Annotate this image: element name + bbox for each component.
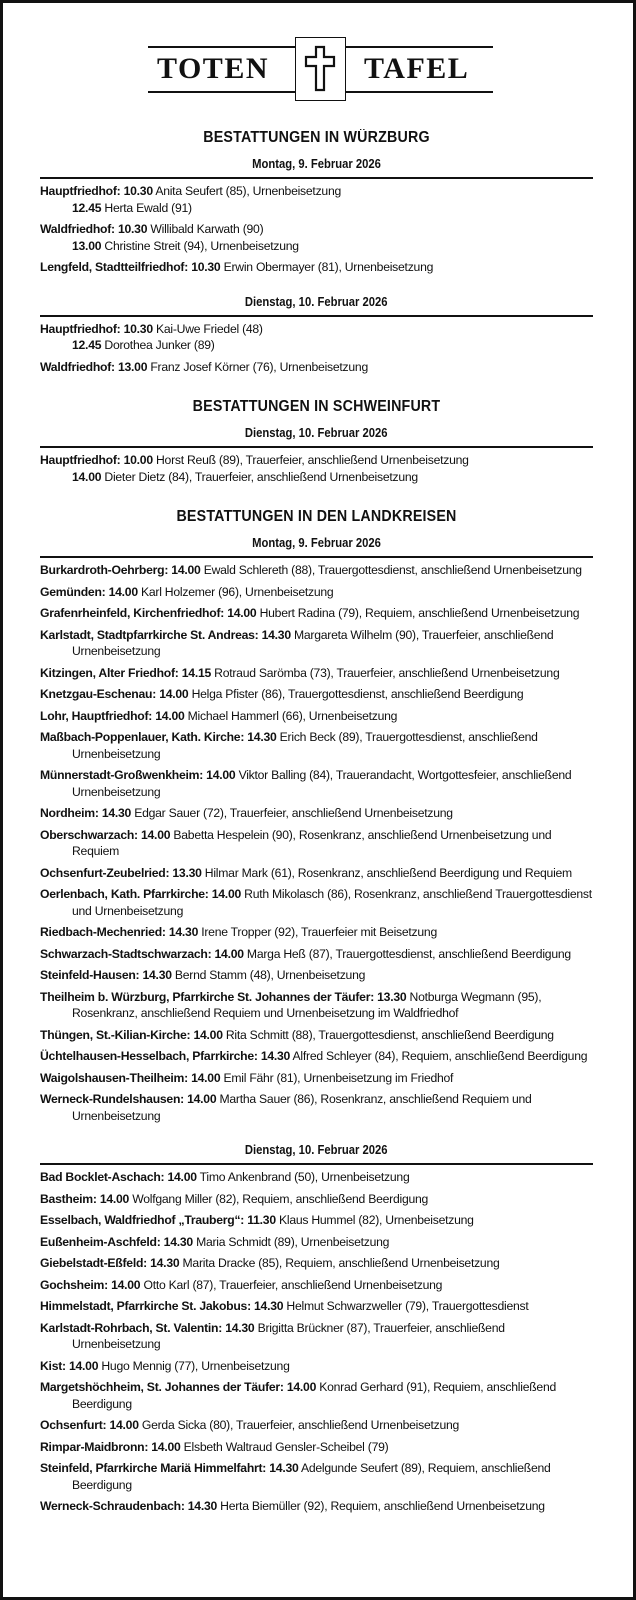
entry-time: 14.30	[269, 1461, 299, 1475]
entry-details: Edgar Sauer (72), Trauerfeier, anschließend Urnenbeisetzung	[134, 806, 453, 820]
entry-location: Werneck-Schraudenbach:	[40, 1499, 185, 1513]
list-item	[40, 562, 593, 579]
date-heading-text: Montag, 9. Februar 2026	[252, 536, 381, 550]
entry-location: Gochsheim:	[40, 1277, 108, 1292]
entry-details: Elsbeth Waltraud Gensler-Scheibel (79)	[183, 1439, 389, 1454]
entry-location: Knetzgau-Eschenau:	[40, 687, 157, 701]
entry-location: Steinfeld, Pfarrkirche Mariä Himmelfahrt:	[40, 1461, 267, 1475]
list-item	[40, 767, 593, 800]
entry-time: 14.00	[151, 1439, 181, 1454]
list-item	[40, 1298, 593, 1315]
list-item	[40, 1498, 593, 1515]
entry-time: 14.00	[167, 1170, 197, 1184]
entry-location: Schwarzach-Stadtschwarzach:	[40, 946, 212, 961]
entry-details: Viktor Balling (84), Trauerandacht, Wortgottesfeier, anschließend Urnenbeisetzung	[72, 768, 572, 799]
entry-time: 14.30	[163, 1234, 193, 1249]
logo-rule-bottom-right	[346, 91, 493, 93]
list-item	[40, 1439, 593, 1456]
entry-additional	[72, 469, 593, 486]
entry-list	[40, 321, 593, 376]
entry-time: 14.30	[254, 1299, 284, 1313]
entry-location: Hauptfriedhof:	[40, 184, 121, 198]
entry-location: Nordheim:	[40, 806, 99, 820]
entry-details: Marga Heß (87), Trauergottesdienst, anschließend Beerdigung	[246, 946, 571, 961]
list-item	[40, 1169, 593, 1186]
entry-location: Ochsenfurt-Zeubelried:	[40, 865, 170, 880]
entry-location: Hauptfriedhof:	[40, 453, 121, 467]
entry-details: Rita Schmitt (88), Trauergottesdienst, anschließend Beerdigung	[225, 1027, 554, 1042]
entry-time: 14.00	[111, 1277, 141, 1292]
entry-location: Ochsenfurt:	[40, 1418, 107, 1432]
list-item	[40, 729, 593, 762]
entry-details: Kai-Uwe Friedel (48)	[155, 321, 263, 336]
entry-time: 10.00	[123, 453, 153, 467]
entry-time: 13.30	[172, 865, 202, 880]
entry-list	[40, 1169, 593, 1515]
entry-details: Helga Pfister (86), Trauergottesdienst, anschließend Beerdigung	[191, 687, 524, 701]
entry-details: Horst Reuß (89), Trauerfeier, anschließend Urnenbeisetzung	[155, 453, 469, 467]
entry-details: Otto Karl (87), Trauerfeier, anschließend Urnenbeisetzung	[143, 1277, 443, 1292]
date-heading-text: Dienstag, 10. Februar 2026	[245, 426, 388, 440]
list-item	[40, 827, 593, 860]
entry-time: 14.00	[159, 687, 189, 701]
logo-rule-top-right	[346, 46, 493, 48]
entry-details: Adelgunde Seufert (89), Requiem, anschließend Beerdigung	[72, 1461, 551, 1492]
list-item	[40, 967, 593, 984]
entry-details: Helmut Schwarzweller (79), Trauergottesdienst	[286, 1299, 529, 1313]
list-item	[40, 221, 593, 254]
entry-location: Thüngen, St.-Kilian-Kirche:	[40, 1027, 191, 1042]
list-item	[40, 359, 593, 376]
entry-location: Gemünden:	[40, 584, 106, 599]
list-item	[40, 708, 593, 725]
entry-details: Dieter Dietz (84), Trauerfeier, anschließend Urnenbeisetzung	[104, 469, 418, 484]
entry-time: 10.30	[117, 222, 148, 236]
entry-time: 14.00	[227, 606, 257, 620]
entry-time: 14.00	[68, 1358, 99, 1373]
entry-location: Theilheim b. Würzburg, Pfarrkirche St. Johannes der Täufer:	[40, 989, 375, 1004]
entry-location: Bastheim:	[40, 1191, 97, 1206]
list-item	[40, 452, 593, 485]
entry-location: Lengfeld, Stadtteilfriedhof:	[40, 260, 189, 274]
date-heading	[40, 424, 593, 448]
entry-location: Grafenrheinfeld, Kirchenfriedhof:	[40, 606, 225, 620]
entry-details: Marita Dracke (85), Requiem, anschließend Urnenbeisetzung	[182, 1256, 500, 1270]
entry-time: 14.30	[225, 1320, 255, 1335]
list-item	[40, 1460, 593, 1493]
date-heading-text: Dienstag, 10. Februar 2026	[245, 1143, 388, 1157]
entry-details: Timo Ankenbrand (50), Urnenbeisetzung	[199, 1170, 410, 1184]
list-item	[40, 1234, 593, 1251]
entry-time: 14.00	[171, 563, 201, 577]
section-spacer	[40, 380, 593, 396]
entry-time: 14.30	[168, 925, 199, 939]
entry-details: Maria Schmidt (89), Urnenbeisetzung	[196, 1234, 390, 1249]
entry-location: Bad Bocklet-Aschach:	[40, 1170, 165, 1184]
entry-location: Steinfeld-Hausen:	[40, 968, 140, 982]
entry-time: 14.15	[181, 665, 212, 680]
date-spacer	[40, 281, 593, 287]
entry-details: Klaus Hummel (82), Urnenbeisetzung	[278, 1213, 474, 1227]
entry-time: 14.00	[99, 1191, 130, 1206]
date-spacer	[40, 1129, 593, 1135]
list-item	[40, 924, 593, 941]
list-item	[40, 321, 593, 354]
list-item	[40, 1027, 593, 1044]
entry-time: 14.30	[187, 1499, 218, 1513]
entry-time: 12.45	[72, 338, 102, 352]
entry-details: Erich Beck (89), Trauergottesdienst, anschließend Urnenbeisetzung	[72, 730, 538, 761]
entry-details: Herta Ewald (91)	[104, 200, 192, 215]
entry-details: Alfred Schleyer (84), Requiem, anschließend Beerdigung	[292, 1049, 588, 1063]
entry-details: Anita Seufert (85), Urnenbeisetzung	[155, 184, 341, 198]
list-item	[40, 605, 593, 622]
list-item	[40, 665, 593, 682]
list-item	[40, 1255, 593, 1272]
entry-time: 14.30	[150, 1256, 180, 1270]
date-heading	[40, 1141, 593, 1165]
entry-details: Notburga Wegmann (95), Rosenkranz, anschließend Requiem und Urnenbeisetzung im Waldfriedhof	[72, 989, 542, 1020]
entry-details: Margareta Wilhelm (90), Trauerfeier, anschließend Urnenbeisetzung	[72, 627, 554, 658]
entry-additional	[72, 238, 593, 255]
list-item	[40, 1320, 593, 1353]
entry-location: Oberschwarzach:	[40, 827, 138, 842]
entry-location: Hauptfriedhof:	[40, 321, 121, 336]
entry-location: Oerlenbach, Kath. Pfarrkirche:	[40, 887, 209, 901]
entry-location: Üchtelhausen-Hesselbach, Pfarrkirche:	[40, 1049, 258, 1063]
list-item	[40, 686, 593, 703]
entry-time: 10.30	[123, 184, 153, 198]
entry-time: 14.00	[286, 1380, 317, 1394]
entry-time: 14.00	[155, 708, 185, 723]
entry-list	[40, 452, 593, 485]
date-heading	[40, 293, 593, 317]
list-item	[40, 1091, 593, 1124]
entry-details: Dorothea Junker (89)	[104, 338, 215, 352]
entry-details: Willibald Karwath (90)	[150, 222, 264, 236]
list-item	[40, 1212, 593, 1229]
entry-details: Emil Fähr (81), Urnenbeisetzung im Friedhof	[223, 1070, 454, 1085]
section-spacer	[40, 490, 593, 506]
entry-time: 14.00	[141, 827, 171, 842]
entry-location: Waldfriedhof:	[40, 359, 115, 374]
entry-details: Erwin Obermayer (81), Urnenbeisetzung	[223, 260, 434, 274]
entry-additional	[72, 337, 593, 354]
entry-details: Karl Holzemer (96), Urnenbeisetzung	[141, 584, 334, 599]
entry-location: Karlstadt, Stadtpfarrkirche St. Andreas:	[40, 627, 259, 642]
entry-location: Werneck-Rundelshausen:	[40, 1092, 184, 1106]
entry-details: Franz Josef Körner (76), Urnenbeisetzung	[150, 359, 368, 374]
entry-time: 10.30	[123, 321, 153, 336]
obituary-list	[40, 127, 593, 1520]
list-item	[40, 886, 593, 919]
date-heading	[40, 155, 593, 179]
entry-location: Burkardroth-Oehrberg:	[40, 563, 169, 577]
entry-location: Waldfriedhof:	[40, 222, 115, 236]
entry-list	[40, 562, 593, 1124]
entry-time: 14.00	[72, 469, 102, 484]
entry-details: Rotraud Sarömba (73), Trauerfeier, anschließend Urnenbeisetzung	[214, 665, 560, 680]
list-item	[40, 1048, 593, 1065]
list-item	[40, 1358, 593, 1375]
entry-time: 14.00	[109, 1418, 139, 1432]
cross-icon	[295, 37, 346, 101]
entry-list	[40, 183, 593, 276]
totentafel-logo	[148, 38, 493, 100]
list-item	[40, 1277, 593, 1294]
entry-details: Wolfgang Miller (82), Requiem, anschließend Beerdigung	[132, 1191, 429, 1206]
entry-details: Bernd Stamm (48), Urnenbeisetzung	[174, 968, 366, 982]
entry-location: Rimpar-Maidbronn:	[40, 1439, 149, 1454]
logo-word-left: TOTEN	[157, 52, 269, 85]
entry-time: 13.00	[72, 238, 102, 253]
entry-time: 14.30	[261, 627, 291, 642]
entry-location: Kitzingen, Alter Friedhof:	[40, 665, 179, 680]
entry-time: 12.45	[72, 200, 102, 215]
entry-details: Hubert Radina (79), Requiem, anschließend Urnenbeisetzung	[259, 606, 580, 620]
entry-time: 14.30	[260, 1049, 291, 1063]
entry-details: Herta Biemüller (92), Requiem, anschließend Urnenbeisetzung	[220, 1499, 545, 1513]
list-item	[40, 1070, 593, 1087]
entry-details: Brigitta Brückner (87), Trauerfeier, anschließend Urnenbeisetzung	[72, 1320, 505, 1351]
entry-time: 14.00	[108, 584, 138, 599]
entry-location: Münnerstadt-Großwenkheim:	[40, 768, 204, 782]
entry-location: Kist:	[40, 1358, 66, 1373]
entry-location: Himmelstadt, Pfarrkirche St. Jakobus:	[40, 1299, 251, 1313]
entry-details: Ruth Mikolasch (86), Rosenkranz, anschließend Trauergottesdienst und Urnenbeisetzung	[72, 887, 592, 918]
section-title: BESTATTUNGEN IN WÜRZBURG	[203, 129, 430, 146]
entry-time: 14.00	[187, 1092, 217, 1106]
list-item	[40, 989, 593, 1022]
list-item	[40, 1191, 593, 1208]
section-title: BESTATTUNGEN IN SCHWEINFURT	[192, 398, 441, 415]
list-item	[40, 1417, 593, 1434]
entry-location: Lohr, Hauptfriedhof:	[40, 708, 153, 723]
entry-details: Hugo Mennig (77), Urnenbeisetzung	[101, 1358, 290, 1373]
entry-location: Giebelstadt-Eßfeld:	[40, 1256, 147, 1270]
entry-time: 14.00	[211, 887, 241, 901]
list-item	[40, 1379, 593, 1412]
logo-rule-bottom-left	[148, 91, 295, 93]
list-item	[40, 865, 593, 882]
entry-additional	[72, 200, 593, 217]
entry-time: 14.00	[191, 1070, 221, 1085]
entry-time: 14.00	[214, 946, 244, 961]
entry-time: 11.30	[247, 1213, 276, 1227]
entry-location: Esselbach, Waldfriedhof „Trauberg“:	[40, 1213, 245, 1227]
entry-details: Michael Hammerl (66), Urnenbeisetzung	[187, 708, 398, 723]
entry-details: Irene Tropper (92), Trauerfeier mit Beisetzung	[201, 925, 437, 939]
entry-time: 13.00	[117, 359, 148, 374]
entry-details: Babetta Hespelein (90), Rosenkranz, anschließend Urnenbeisetzung und Requiem	[72, 827, 552, 858]
list-item	[40, 946, 593, 963]
entry-details: Hilmar Mark (61), Rosenkranz, anschließend Beerdigung und Requiem	[204, 865, 572, 880]
entry-location: Margetshöchheim, St. Johannes der Täufer:	[40, 1380, 284, 1394]
entry-details: Christine Streit (94), Urnenbeisetzung	[104, 238, 299, 253]
logo-word-right: TAFEL	[364, 52, 470, 85]
list-item	[40, 584, 593, 601]
entry-location: Karlstadt-Rohrbach, St. Valentin:	[40, 1320, 223, 1335]
entry-location: Waigolshausen-Theilheim:	[40, 1070, 188, 1085]
date-heading	[40, 534, 593, 558]
entry-time: 13.30	[377, 989, 407, 1004]
entry-details: Ewald Schlereth (88), Trauergottesdienst, anschließend Urnenbeisetzung	[203, 563, 582, 577]
entry-location: Eußenheim-Aschfeld:	[40, 1234, 161, 1249]
entry-time: 14.30	[101, 806, 132, 820]
list-item	[40, 805, 593, 822]
date-heading-text: Montag, 9. Februar 2026	[252, 157, 381, 171]
entry-details: Konrad Gerhard (91), Requiem, anschließend Beerdigung	[72, 1380, 557, 1411]
entry-time: 14.30	[247, 730, 277, 744]
date-heading-text: Dienstag, 10. Februar 2026	[245, 294, 388, 309]
section-title: BESTATTUNGEN IN DEN LANDKREISEN	[176, 508, 457, 525]
entry-details: Gerda Sicka (80), Trauerfeier, anschließend Urnenbeisetzung	[141, 1418, 460, 1432]
entry-time: 10.30	[191, 260, 221, 274]
list-item	[40, 627, 593, 660]
list-item	[40, 259, 593, 276]
entry-details: Martha Sauer (86), Rosenkranz, anschließend Requiem und Urnenbeisetzung	[72, 1092, 532, 1123]
entry-time: 14.00	[206, 768, 236, 782]
entry-time: 14.00	[193, 1027, 223, 1042]
entry-location: Maßbach-Poppenlauer, Kath. Kirche:	[40, 730, 245, 744]
logo-rule-top-left	[148, 46, 295, 48]
entry-time: 14.30	[142, 968, 172, 982]
entry-location: Riedbach-Mechenried:	[40, 925, 166, 939]
list-item	[40, 183, 593, 216]
